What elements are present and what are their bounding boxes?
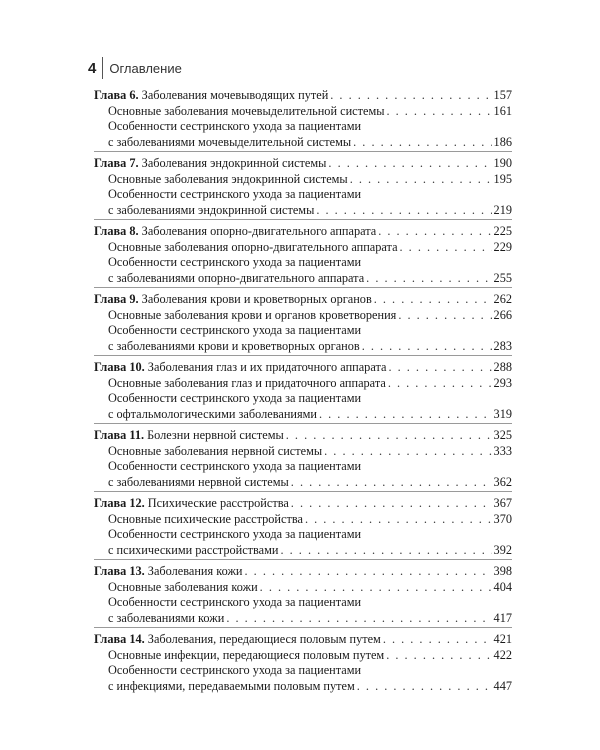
chapter-label: Глава 11.: [94, 428, 145, 442]
dot-leader: [330, 87, 491, 103]
section-page: 195: [493, 172, 512, 186]
section-entry[interactable]: [94, 103, 512, 119]
chapter-label: Глава 14.: [94, 632, 145, 646]
dot-leader: [366, 270, 491, 286]
chapter-label: Глава 12.: [94, 496, 145, 510]
dot-leader: [324, 443, 491, 459]
dot-leader: [316, 202, 491, 218]
section-title-line1[interactable]: Особенности сестринского ухода за пациентами: [108, 527, 362, 541]
section-entry[interactable]: [94, 511, 512, 527]
section-page: 186: [493, 135, 512, 149]
section-title-line1[interactable]: Особенности сестринского ухода за пациентами: [108, 663, 362, 677]
chapter-label: Глава 7.: [94, 156, 139, 170]
section-entry[interactable]: [94, 202, 512, 218]
section-title: Основные заболевания эндокринной системы: [108, 172, 348, 186]
chapter-page: 157: [493, 88, 512, 102]
chapter-label: Глава 8.: [94, 224, 139, 238]
dot-leader: [378, 223, 491, 239]
dot-leader: [291, 474, 492, 490]
section-page: 392: [493, 543, 512, 557]
section-title-line1[interactable]: Особенности сестринского ухода за пациентами: [108, 255, 362, 269]
dot-leader: [357, 678, 492, 694]
chapter-page: 288: [493, 360, 512, 374]
section-entry[interactable]: [94, 647, 512, 663]
chapter-title: Заболевания опорно-двигательного аппарата: [141, 224, 377, 238]
section-page: 447: [493, 679, 512, 693]
dot-leader: [386, 103, 491, 119]
dot-leader: [319, 406, 492, 422]
section-title-line2: с психическими расстройствами: [108, 543, 279, 557]
toc-chapter-12: [94, 491, 512, 559]
running-title: Оглавление: [109, 60, 182, 76]
dot-leader: [291, 495, 492, 511]
section-title-line1[interactable]: Особенности сестринского ухода за пациентами: [108, 391, 362, 405]
section-title: Основные заболевания опорно-двигательного аппарата: [108, 240, 398, 254]
toc-chapter-9: [94, 287, 512, 355]
dot-leader: [388, 359, 491, 375]
dot-leader: [398, 307, 491, 323]
dot-leader: [286, 427, 492, 443]
section-entry[interactable]: [94, 610, 512, 626]
chapter-label: Глава 6.: [94, 88, 139, 102]
chapter-entry[interactable]: [94, 359, 512, 375]
dot-leader: [388, 375, 492, 391]
dot-leader: [362, 338, 492, 354]
toc-chapter-7: [94, 151, 512, 219]
chapter-title: Болезни нервной системы: [147, 428, 284, 442]
dot-leader: [383, 631, 492, 647]
section-page: 362: [493, 475, 512, 489]
section-title: Основные заболевания кожи: [108, 580, 258, 594]
section-entry[interactable]: [94, 270, 512, 286]
section-title-line1[interactable]: Особенности сестринского ухода за пациентами: [108, 187, 362, 201]
section-page: 255: [493, 271, 512, 285]
chapter-title: Заболевания мочевыводящих путей: [141, 88, 329, 102]
section-page: 404: [493, 580, 512, 594]
section-title-line2: с заболеваниями нервной системы: [108, 475, 289, 489]
chapter-page: 325: [493, 428, 512, 442]
section-page: 293: [493, 376, 512, 390]
chapter-entry[interactable]: [94, 223, 512, 239]
section-entry[interactable]: [94, 678, 512, 694]
chapter-entry[interactable]: [94, 563, 512, 579]
section-title-line2: с заболеваниями опорно-двигательного аппарата: [108, 271, 365, 285]
dot-leader: [260, 579, 492, 595]
section-title: Основные заболевания мочевыделительной системы: [108, 104, 385, 118]
section-title: Основные психические расстройства: [108, 512, 303, 526]
chapter-title: Заболевания эндокринной системы: [141, 156, 327, 170]
chapter-title: Заболевания глаз и их придаточного аппарата: [147, 360, 387, 374]
chapter-page: 225: [493, 224, 512, 238]
dot-leader: [374, 291, 492, 307]
chapter-entry[interactable]: [94, 495, 512, 511]
section-title-line2: с инфекциями, передаваемыми половым путем: [108, 679, 355, 693]
section-title-line2: с заболеваниями мочевыделительной системы: [108, 135, 352, 149]
dot-leader: [353, 134, 491, 150]
toc-chapter-11: [94, 423, 512, 491]
section-page: 266: [493, 308, 512, 322]
section-page: 319: [493, 407, 512, 421]
chapter-label: Глава 9.: [94, 292, 139, 306]
page-number: 4: [88, 59, 97, 77]
section-entry[interactable]: [94, 579, 512, 595]
chapter-label: Глава 13.: [94, 564, 145, 578]
dot-leader: [281, 542, 492, 558]
chapter-page: 367: [493, 496, 512, 510]
toc-chapter-8: [94, 219, 512, 287]
dot-leader: [350, 171, 492, 187]
section-entry[interactable]: [94, 307, 512, 323]
section-title-line1[interactable]: Особенности сестринского ухода за пациентами: [108, 595, 362, 609]
section-entry[interactable]: [94, 443, 512, 459]
chapter-title: Заболевания, передающиеся половым путем: [147, 632, 381, 646]
section-entry[interactable]: [94, 474, 512, 490]
toc-chapter-6: [94, 84, 512, 151]
header-divider: [102, 57, 103, 79]
section-title-line2: с заболеваниями крови и кроветворных органов: [108, 339, 360, 353]
section-page: 161: [493, 104, 512, 118]
chapter-entry[interactable]: [94, 291, 512, 307]
section-title: Основные заболевания нервной системы: [108, 444, 323, 458]
section-title-line1[interactable]: Особенности сестринского ухода за пациентами: [108, 323, 362, 337]
section-entry[interactable]: [94, 375, 512, 391]
section-page: 422: [493, 648, 512, 662]
section-title: Основные инфекции, передающиеся половым путем: [108, 648, 385, 662]
section-page: 229: [493, 240, 512, 254]
chapter-entry[interactable]: [94, 427, 512, 443]
section-page: 333: [493, 444, 512, 458]
section-title-line2: с заболеваниями кожи: [108, 611, 225, 625]
chapter-page: 398: [493, 564, 512, 578]
section-entry[interactable]: [94, 239, 512, 255]
chapter-entry[interactable]: [94, 631, 512, 647]
section-entry[interactable]: [94, 542, 512, 558]
section-page: 370: [493, 512, 512, 526]
section-title-line2: с заболеваниями эндокринной системы: [108, 203, 315, 217]
section-title: Основные заболевания глаз и придаточного аппарата: [108, 376, 386, 390]
dot-leader: [328, 155, 491, 171]
dot-leader: [400, 239, 492, 255]
chapter-label: Глава 10.: [94, 360, 145, 374]
chapter-title: Психические расстройства: [147, 496, 289, 510]
toc-chapter-14: [94, 627, 512, 695]
section-entry[interactable]: [94, 406, 512, 422]
page-header: [88, 56, 182, 80]
dot-leader: [305, 511, 492, 527]
section-page: 283: [493, 339, 512, 353]
toc-chapter-10: [94, 355, 512, 423]
section-title-line1[interactable]: Особенности сестринского ухода за пациентами: [108, 459, 362, 473]
chapter-title: Заболевания крови и кроветворных органов: [141, 292, 372, 306]
chapter-page: 421: [493, 632, 512, 646]
chapter-page: 190: [493, 156, 512, 170]
chapter-page: 262: [493, 292, 512, 306]
chapter-entry[interactable]: [94, 155, 512, 171]
section-entry[interactable]: [94, 338, 512, 354]
dot-leader: [226, 610, 491, 626]
section-page: 417: [493, 611, 512, 625]
chapter-entry[interactable]: [94, 87, 512, 103]
toc-chapter-13: [94, 559, 512, 627]
section-entry[interactable]: [94, 171, 512, 187]
table-of-contents: [94, 84, 512, 695]
dot-leader: [245, 563, 492, 579]
section-title-line1[interactable]: Особенности сестринского ухода за пациентами: [108, 119, 362, 133]
section-entry[interactable]: [94, 134, 512, 150]
section-title-line2: с офтальмологическими заболеваниями: [108, 407, 317, 421]
dot-leader: [386, 647, 491, 663]
section-title: Основные заболевания крови и органов кроветворения: [108, 308, 397, 322]
chapter-title: Заболевания кожи: [147, 564, 243, 578]
section-page: 219: [493, 203, 512, 217]
